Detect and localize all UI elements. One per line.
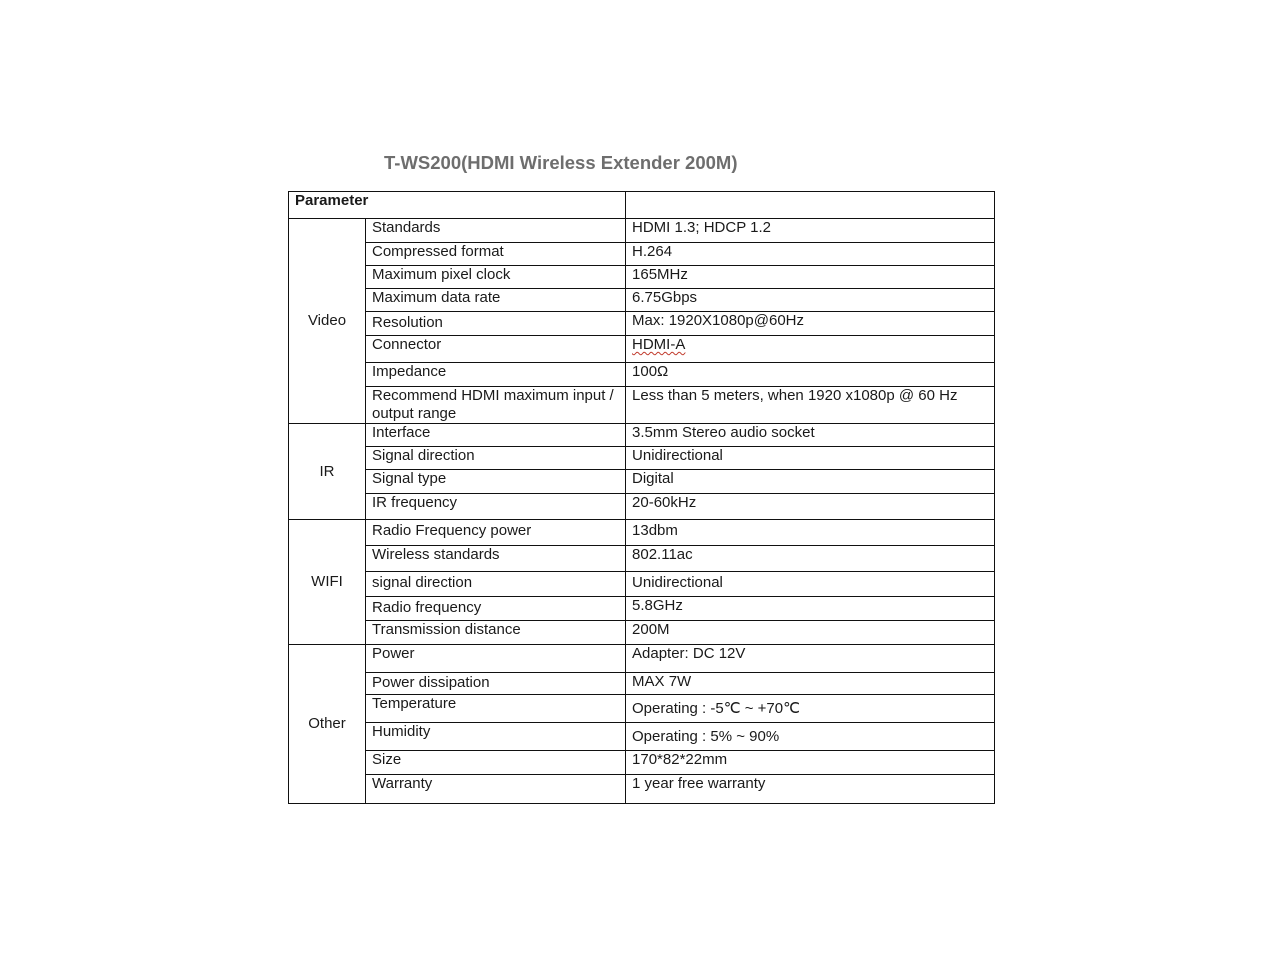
table-row <box>289 546 995 572</box>
param-cell: Recommend HDMI maximum input / output range <box>366 387 626 424</box>
table-row <box>289 219 995 243</box>
value-cell: Adapter: DC 12V <box>626 645 995 673</box>
value-cell: 170*82*22mm <box>626 751 995 775</box>
param-cell: IR frequency <box>366 494 626 520</box>
param-cell: Radio Frequency power <box>366 520 626 546</box>
header-value <box>626 192 995 219</box>
table-row <box>289 520 995 546</box>
param-cell: Temperature <box>366 695 626 723</box>
value-cell: Max: 1920X1080p@60Hz <box>626 312 995 336</box>
group-other: Other <box>289 645 366 804</box>
value-cell: 13dbm <box>626 520 995 546</box>
value-cell: 20-60kHz <box>626 494 995 520</box>
value-cell: Less than 5 meters, when 1920 x1080p @ 60 Hz <box>626 387 995 424</box>
param-cell: Radio frequency <box>366 597 626 621</box>
param-cell: Resolution <box>366 312 626 336</box>
table-row <box>289 312 995 336</box>
document-title: T-WS200(HDMI Wireless Extender 200M) <box>384 152 738 173</box>
table-row <box>289 751 995 775</box>
table-row <box>289 597 995 621</box>
value-cell: 165MHz <box>626 266 995 289</box>
table-row <box>289 494 995 520</box>
value-cell: 5.8GHz <box>626 597 995 621</box>
value-cell <box>626 336 995 363</box>
param-cell: Power <box>366 645 626 673</box>
header-parameter: Parameter <box>289 192 626 219</box>
table-row <box>289 645 995 673</box>
table-row <box>289 266 995 289</box>
table-row <box>289 621 995 645</box>
param-cell: Power dissipation <box>366 673 626 695</box>
table-row <box>289 336 995 363</box>
table-row <box>289 723 995 751</box>
value-cell: Operating : 5% ~ 90% <box>626 723 995 751</box>
param-cell: Wireless standards <box>366 546 626 572</box>
param-cell: signal direction <box>366 572 626 597</box>
param-cell: Maximum pixel clock <box>366 266 626 289</box>
param-cell: Size <box>366 751 626 775</box>
param-cell: Compressed format <box>366 243 626 266</box>
param-cell: Connector <box>366 336 626 363</box>
table-row <box>289 447 995 470</box>
param-cell: Maximum data rate <box>366 289 626 312</box>
table-row <box>289 243 995 266</box>
value-cell: 802.11ac <box>626 546 995 572</box>
table-row <box>289 775 995 804</box>
param-cell: Interface <box>366 424 626 447</box>
table-row <box>289 363 995 387</box>
param-cell: Humidity <box>366 723 626 751</box>
param-cell: Transmission distance <box>366 621 626 645</box>
table-row <box>289 470 995 494</box>
param-cell: Impedance <box>366 363 626 387</box>
group-ir: IR <box>289 424 366 520</box>
table-row <box>289 673 995 695</box>
value-cell: 200M <box>626 621 995 645</box>
param-cell: Signal direction <box>366 447 626 470</box>
param-cell: Standards <box>366 219 626 243</box>
table-row <box>289 424 995 447</box>
group-video: Video <box>289 219 366 424</box>
value-cell: 6.75Gbps <box>626 289 995 312</box>
value-cell: Digital <box>626 470 995 494</box>
group-wifi: WIFI <box>289 520 366 645</box>
table-header-row <box>289 192 995 219</box>
value-cell: 3.5mm Stereo audio socket <box>626 424 995 447</box>
table-row <box>289 289 995 312</box>
table-row <box>289 572 995 597</box>
spec-table <box>288 191 995 804</box>
connector-value: HDMI-A <box>632 336 686 353</box>
value-cell: Unidirectional <box>626 572 995 597</box>
value-cell: HDMI 1.3; HDCP 1.2 <box>626 219 995 243</box>
table-row <box>289 695 995 723</box>
value-cell: MAX 7W <box>626 673 995 695</box>
value-cell: H.264 <box>626 243 995 266</box>
value-cell: Operating : -5℃ ~ +70℃ <box>626 695 995 723</box>
value-cell: 100Ω <box>626 363 995 387</box>
param-cell: Warranty <box>366 775 626 804</box>
param-cell: Signal type <box>366 470 626 494</box>
value-cell: 1 year free warranty <box>626 775 995 804</box>
table-row <box>289 387 995 424</box>
value-cell: Unidirectional <box>626 447 995 470</box>
